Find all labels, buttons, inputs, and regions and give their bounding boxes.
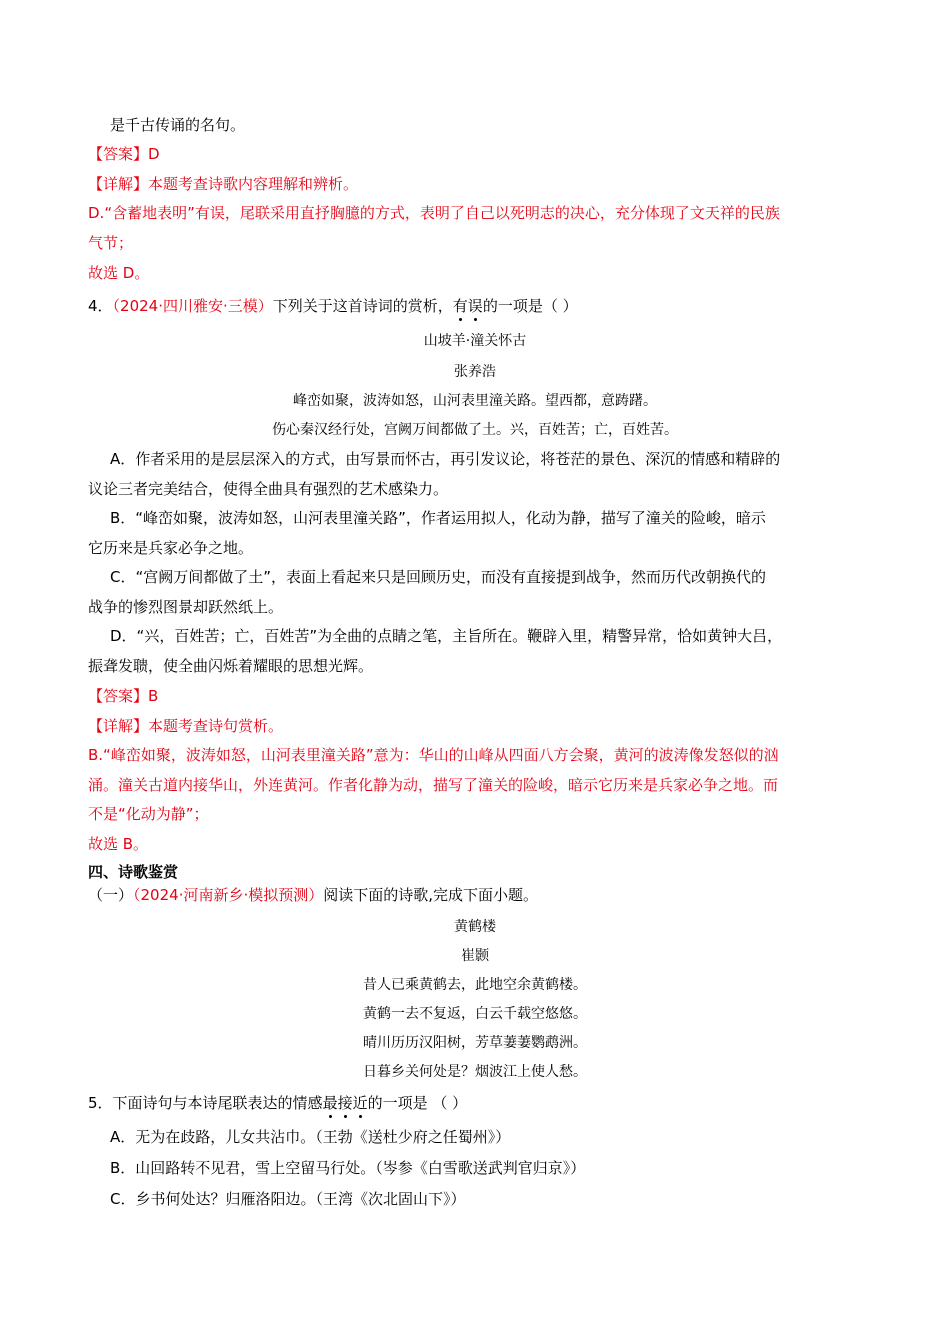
q5-stem xyxy=(88,1093,467,1113)
q4-option-d-line-2: 振聋发聩，使全曲闪烁着耀眼的思想光辉。 xyxy=(88,657,374,675)
q4-source: （2024·四川雅安·三模） xyxy=(112,297,273,315)
q4-explanation-text: 本题考查诗句赏析。 xyxy=(148,717,284,735)
q4-explanation-label: 【详解】 xyxy=(88,717,149,735)
q4-number: 4． xyxy=(88,297,113,315)
q4-option-d-line-1: D．“兴，百姓苦；亡，百姓苦”为全曲的点睛之笔，主旨所在。鞭辟入里，精警异常，恰如黄钟大吕， xyxy=(110,627,783,645)
q4-option-b-line-1: B．“峰峦如聚，波涛如怒，山河表里潼关路”，作者运用拟人，化动为静，描写了潼关的险峻，暗示 xyxy=(110,509,766,527)
section-intro-prefix: （一） xyxy=(88,886,134,904)
prev-answer: 【答案】D xyxy=(88,145,160,163)
q4-option-b-line-2: 它历来是兵家必争之地。 xyxy=(88,539,254,557)
section-intro-text: 阅读下面的诗歌,完成下面小题。 xyxy=(323,886,539,904)
q4-explanation xyxy=(88,716,283,736)
q4-option-a-line-1: A．作者采用的是层层深入的方式，由写景而怀古，再引发议论，将苍茫的景色、深沉的情感和精辟的 xyxy=(110,450,781,468)
prev-explanation-label: 【详解】 xyxy=(88,175,149,193)
q5-number: 5． xyxy=(88,1094,113,1112)
poem-line-1: 昔人已乘黄鹤去，此地空余黄鹤楼。 xyxy=(363,977,587,993)
q4-answer: 【答案】B xyxy=(88,687,159,705)
q4-poem-line-1: 峰峦如聚，波涛如怒，山河表里潼关路。望西都，意踌躇。 xyxy=(293,393,657,409)
prev-explanation xyxy=(88,174,358,194)
q4-option-a-line-2: 议论三者完美结合，使得全曲具有强烈的艺术感染力。 xyxy=(88,480,449,498)
q4-emphasis-2: 误 xyxy=(467,297,483,315)
q4-analysis-line-1: B.“峰峦如聚，波涛如怒，山河表里潼关路”意为：华山的山峰从四面八方会聚，黄河的波涛像发怒似的汹 xyxy=(88,746,779,764)
prev-conclusion: 故选 D。 xyxy=(88,264,150,282)
q5-stem-before: 下面诗句与本诗尾联表达的情感 xyxy=(112,1094,323,1112)
prev-analysis-line-1: D.“含蓄地表明”有误，尾联采用直抒胸臆的方式，表明了自己以死明志的决心，充分体现了文天祥的民族 xyxy=(88,204,780,222)
q5-emphasis-3: 近 xyxy=(352,1094,368,1112)
q5-stem-after: 的一项是 （ ） xyxy=(367,1094,468,1112)
poem-line-2: 黄鹤一去不复返，白云千载空悠悠。 xyxy=(363,1006,587,1022)
q4-stem-before: 下列关于这首诗词的赏析， xyxy=(272,297,453,315)
section-heading: 四、诗歌鉴赏 xyxy=(88,863,179,881)
poem-line-4: 日暮乡关何处是？烟波江上使人愁。 xyxy=(363,1064,587,1080)
prev-analysis-line-2: 气节； xyxy=(88,234,134,252)
poem-title: 黄鹤楼 xyxy=(454,919,496,935)
q4-stem xyxy=(88,296,578,316)
q5-emphasis-2: 接 xyxy=(337,1094,353,1112)
q4-conclusion: 故选 B。 xyxy=(88,835,149,853)
poem-author: 崔颢 xyxy=(461,948,489,964)
q5-option-b: B．山回路转不见君，雪上空留马行处。（岑参《白雪歌送武判官归京》） xyxy=(110,1159,586,1177)
prev-explanation-text: 本题考查诗歌内容理解和辨析。 xyxy=(148,175,359,193)
section-intro-source: （2024·河南新乡·模拟预测） xyxy=(133,886,324,904)
q4-poem-author: 张养浩 xyxy=(454,364,496,380)
q4-emphasis-1: 有 xyxy=(452,297,468,315)
q4-poem-line-2: 伤心秦汉经行处，宫阙万间都做了土。兴，百姓苦；亡，百姓苦。 xyxy=(272,422,678,438)
q5-option-c: C．乡书何处达？归雁洛阳边。（王湾《次北固山下》） xyxy=(110,1190,466,1208)
q4-option-c-line-2: 战争的惨烈图景却跃然纸上。 xyxy=(88,598,284,616)
q4-poem-title: 山坡羊·潼关怀古 xyxy=(423,333,527,349)
poem-line-3: 晴川历历汉阳树，芳草萋萋鹦鹉洲。 xyxy=(363,1035,587,1051)
q4-stem-after: 的一项是（ ） xyxy=(482,297,578,315)
q4-option-c-line-1: C．“宫阙万间都做了土”，表面上看起来只是回顾历史，而没有直接提到战争，然而历代改朝换代的 xyxy=(110,568,767,586)
q4-analysis-line-3: 不是“化动为静”； xyxy=(88,805,209,823)
section-intro xyxy=(88,885,538,905)
q4-analysis-line-2: 涌。潼关古道内接华山，外连黄河。作者化静为动，描写了潼关的险峻，暗示它历来是兵家必争之地。而 xyxy=(88,776,779,794)
q5-option-a: A．无为在歧路，儿女共沾巾。（王勃《送杜少府之任蜀州》） xyxy=(110,1128,511,1146)
prev-question-tail: 是千古传诵的名句。 xyxy=(110,116,246,134)
q5-emphasis-1: 最 xyxy=(322,1094,338,1112)
